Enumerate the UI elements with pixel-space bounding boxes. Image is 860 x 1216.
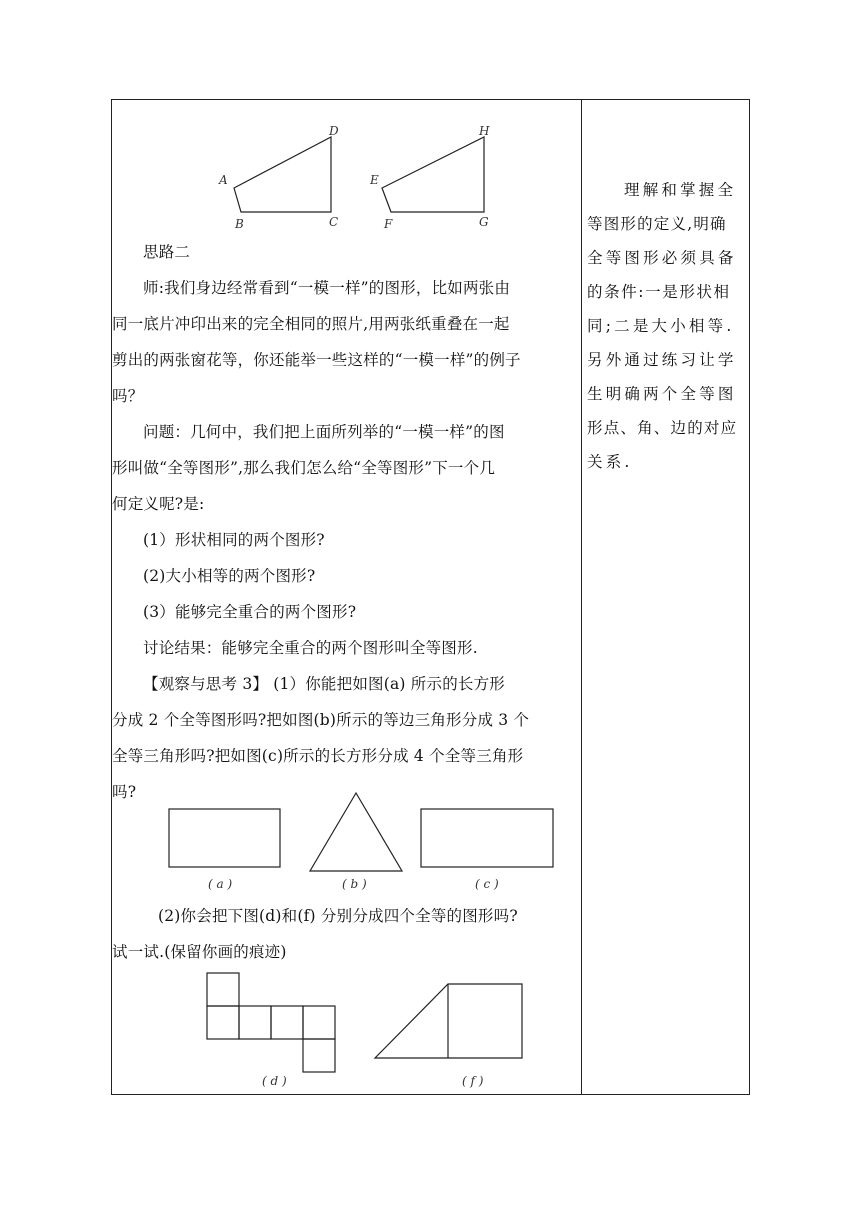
side-line-4: 的条件:一是形状相 [587,283,731,301]
observe-line-1: 【观察与思考 3】 (1）你能把如图(a) 所示的长方形 [143,675,505,693]
side-line-6: 另外通过练习让学 [587,351,737,369]
shapes-abc [152,790,572,900]
option-2: (2)大小相等的两个图形? [143,567,316,585]
observe-line-4: 吗? [112,783,137,801]
label-h: H [479,124,490,138]
heading-idea2: 思路二 [143,243,191,261]
label-shape-f: ( f ) [462,1074,484,1088]
teacher-line-3: 剪出的两张窗花等，你还能举一些这样的“一模一样”的例子 [112,351,521,369]
side-line-2: 等图形的定义,明确 [587,215,727,233]
rectangle-c [421,809,553,867]
side-line-1: 理解和掌握全 [624,181,737,199]
teacher-line-1: 师:我们身边经常看到“一模一样”的图形，比如两张由 [143,279,511,297]
label-shape-d: ( d ) [262,1074,287,1088]
teacher-line-4: 吗？ [112,387,144,405]
label-e: E [370,173,379,187]
question2-line-2: 试一试.(保留你画的痕迹) [112,943,287,961]
label-f: F [384,217,393,231]
label-d: D [329,124,339,138]
trapezoid-efgh [369,124,490,231]
label-a: A [219,173,228,187]
teacher-line-2: 同一底片冲印出来的完全相同的照片,用两张纸重叠在一起 [112,315,510,333]
label-shape-a: ( a ) [208,877,233,891]
label-b: B [235,217,244,231]
observe-line-2: 分成 2 个全等图形吗?把如图(b)所示的等边三角形分成 3 个 [112,711,530,729]
label-shape-b: ( b ) [342,877,367,891]
observe-line-3: 全等三角形吗?把如图(c)所示的长方形分成 4 个全等三角形 [112,747,524,765]
side-line-3: 全等图形必须具备 [587,249,737,267]
discussion-result: 讨论结果：能够完全重合的两个图形叫全等图形. [143,639,478,657]
option-3: (3）能够完全重合的两个图形? [143,603,357,621]
side-line-7: 生明确两个全等图 [587,385,737,403]
side-line-5: 同;二是大小相等. [587,317,735,335]
label-g: G [479,215,489,229]
shapes-df [192,970,552,1090]
question2-line-1: (2)你会把下图(d)和(f) 分别分成四个全等的图形吗? [158,907,518,925]
trapezoid-shape-f [375,984,522,1058]
trapezoid-abcd [218,124,339,231]
question-line-2: 形叫做“全等图形”,那么我们怎么给“全等图形”下一个几 [112,459,496,477]
question-line-1: 问题：几何中，我们把上面所列举的“一模一样”的图 [143,423,505,441]
option-1: (1）形状相同的两个图形? [143,531,325,549]
question-line-3: 何定义呢?是: [112,495,205,513]
content-table [111,99,750,1095]
side-line-9: 关系. [587,453,633,471]
trapezoid-figures [207,122,517,234]
triangle-b [310,793,402,871]
label-c: C [329,215,339,229]
column-divider [581,100,582,1094]
rectangle-a [169,809,280,867]
label-shape-c: ( c ) [475,877,499,891]
grid-shape-d [207,973,335,1072]
side-line-8: 形点、角、边的对应 [587,419,738,437]
